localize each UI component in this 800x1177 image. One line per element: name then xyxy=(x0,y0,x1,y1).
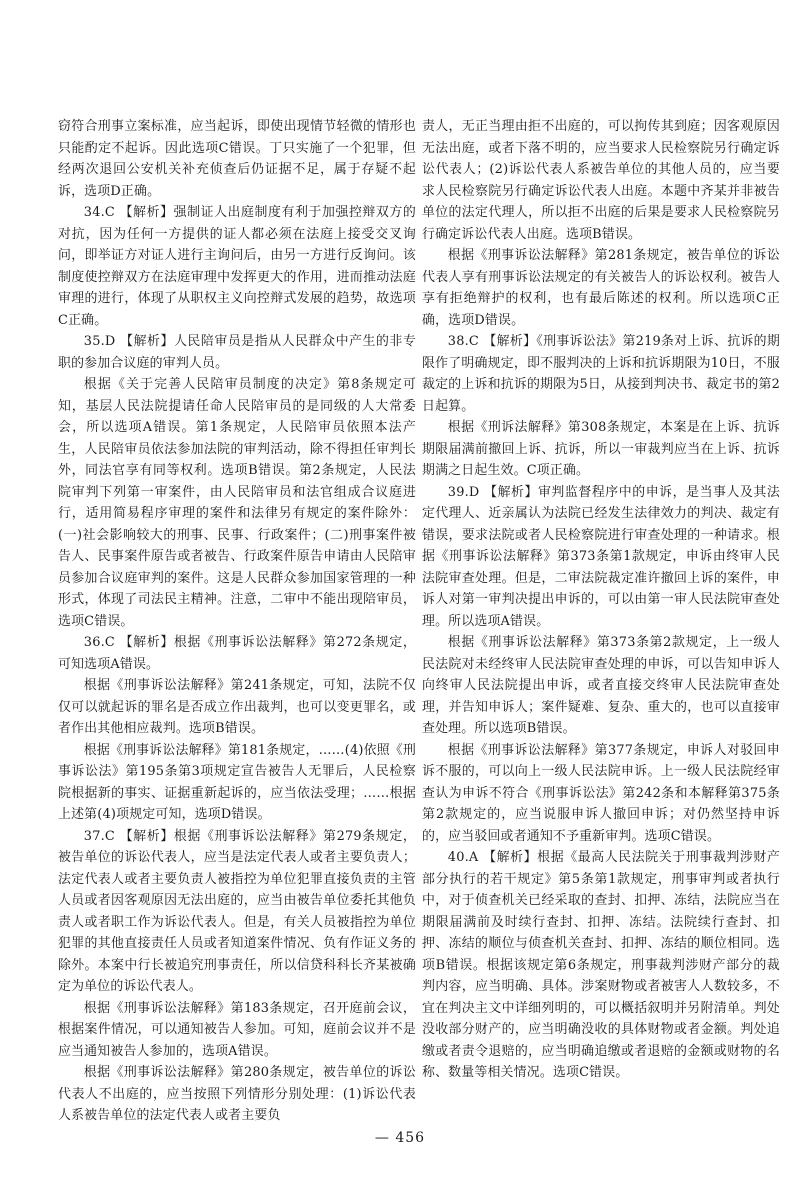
paragraph: 根据《刑诉法解释》第308条规定，本案是在上诉、抗诉期限届满前撤回上诉、抗诉，所以一审裁判应当在上诉、抗诉期满之日起生效。C项正确。 xyxy=(422,420,780,478)
paragraph: 根据《刑事诉讼法解释》第183条规定，召开庭前会议，根据案件情况，可以通知被告人参加。可知，庭前会议并不是应当通知被告人参加的，选项A错误。 xyxy=(58,1000,416,1059)
paragraph: 38.C 【解析】《刑事诉讼法》第219条对上诉、抗诉的期限作了明确规定，即不服判决的上诉和抗诉期限为10日，不服裁定的上诉和抗诉的期限为5日，从接到判决书、裁定书的第2日起算。 xyxy=(422,334,780,414)
paragraph: 根据《刑事诉讼法解释》第280条规定，被告单位的诉讼代表人不出庭的，应当按照下列情形分别处理：(1)诉讼代表人系被告单位的法定代表人或者主要负 xyxy=(58,1065,416,1123)
paragraph: 40.A 【解析】根据《最高人民法院关于刑事裁判涉财产部分执行的若干规定》第5条第1款规定，刑事审判或者执行中，对于侦查机关已经采取的查封、扣押、冻结，法院应当在期限届满前及时续行查封、扣押、冻结。法院续行查封、扣押、冻结的顺位与侦查机关查封、扣押、冻结的顺位相同。选项B错误。根据该规定第6条规定，刑事裁判涉财产部分的裁判内容，应当明确、具体。涉案财物或者被害人人数较多，不宜在判决主文中详细列明的，可以概括叙明并另附清单。判处没收部分财产的，应当明确没收的具体财物或者金额。判处追缴或者责令退赔的，应当明确追缴或者退赔的金额或财物的名称、数量等相关情况。选项C错误。 xyxy=(422,850,780,1080)
paragraph: 根据《刑事诉讼法解释》第377条规定，申诉人对驳回申诉不服的，可以向上一级人民法院申诉。上一级人民法院经审查认为申诉不符合《刑事诉讼法》第242条和本解释第375条第2款规定的，应当说服申诉人撤回申诉；对仍然坚持申诉的，应当驳回或者通知不予重新审判。选项C错误。 xyxy=(422,742,780,844)
paragraph: 根据《刑事诉讼法解释》第373条第2款规定，上一级人民法院对未经终审人民法院审查处理的申诉，可以告知申诉人向终审人民法院提出申诉，或者直接交终审人民法院审查处理，并告知申诉人；案件疑难、复杂、重大的，也可以直接审查处理。所以选项B错误。 xyxy=(422,635,780,736)
paragraph: 窃符合刑事立案标准，应当起诉，即使出现情节轻微的情形也只能酌定不起诉。因此选项C错误。丁只实施了一个犯罪，但经两次退回公安机关补充侦查后仍证据不足，属于存疑不起诉，选项D正确。 xyxy=(58,119,416,199)
paragraph: 根据《刑事诉讼法解释》第281条规定，被告单位的诉讼代表人享有刑事诉讼法规定的有关被告人的诉讼权利。被告人享有拒绝辩护的权利，也有最后陈述的权利。所以选项C正确，选项D错误。 xyxy=(422,248,780,328)
right-column xyxy=(422,116,780,1084)
paragraph: 根据《刑事诉讼法解释》第241条规定，可知，法院不仅仅可以就起诉的罪名是否成立作出裁判，也可以变更罪名，或者作出其他相应裁判。选项B错误。 xyxy=(58,678,416,736)
page-number: — 456 xyxy=(374,1130,426,1146)
paragraph: 39.D 【解析】审判监督程序中的申诉，是当事人及其法定代理人、近亲属认为法院已经发生法律效力的判决、裁定有错误，要求法院或者人民检察院进行审查处理的一种请求。根据《刑事诉讼法解释》第373条第1款规定，申诉由终审人民法院审查处理。但是，二审法院裁定准许撤回上诉的案件，申诉人对第一审判决提出申诉的，可以由第一审人民法院审查处理。所以选项A错误。 xyxy=(422,484,780,629)
paragraph: 34.C 【解析】强制证人出庭制度有利于加强控辩双方的对抗，因为任何一方提供的证人都必须在法庭上接受交叉询问，即举证方对证人进行主询问后，由另一方进行反询问。该制度使控辩双方在法庭审理中发挥更大的作用，进而推动法庭审理的进行，体现了从职权主义向控辩式发展的趋势，故选项C正确。 xyxy=(58,205,416,328)
left-column xyxy=(58,116,416,1127)
paragraph: 35.D 【解析】人民陪审员是指从人民群众中产生的非专职的参加合议庭的审判人员。 xyxy=(58,334,416,371)
paragraph: 36.C 【解析】根据《刑事诉讼法解释》第272条规定，可知选项A错误。 xyxy=(58,635,416,672)
paragraph: 根据《刑事诉讼法解释》第181条规定，……(4)依照《刑事诉讼法》第195条第3项规定宣告被告人无罪后，人民检察院根据新的事实、证据重新起诉的，应当依法受理；……根据上述第(4)项规定可知，选项D错误。 xyxy=(58,742,416,822)
paragraph: 37.C 【解析】根据《刑事诉讼法解释》第279条规定，被告单位的诉讼代表人，应当是法定代表人或者主要负责人；法定代表人或者主要负责人被指控为单位犯罪直接负责的主管人员或者因客观原因无法出庭的，应当由被告单位委托其他负责人或者职工作为诉讼代表人。但是，有关人员被指控为单位犯罪的其他直接责任人员或者知道案件情况、负有作证义务的除外。本案中行长被追究刑事责任，所以信贷科科长齐某被确定为单位的诉讼代表人。 xyxy=(58,828,416,994)
paragraph: 责人，无正当理由拒不出庭的，可以拘传其到庭；因客观原因无法出庭，或者下落不明的，应当要求人民检察院另行确定诉讼代表人；(2)诉讼代表人系被告单位的其他人员的，应当要求人民检察院另行确定诉讼代表人出庭。本题中齐某并非被告单位的法定代理人，所以拒不出庭的后果是要求人民检察院另行确定诉讼代表人出庭。选项B错误。 xyxy=(422,119,780,242)
paragraph: 根据《关于完善人民陪审员制度的决定》第8条规定可知，基层人民法院提请任命人民陪审员的是同级的人大常委会，所以选项A错误。第1条规定，人民陪审员依照本法产生，人民陪审员依法参加法院的审判活动，除不得担任审判长外，同法官享有同等权利。选项B错误。第2条规定，人民法院审判下列第一审案件，由人民陪审员和法官组成合议庭进行，适用简易程序审理的案件和法律另有规定的案件除外：(一)社会影响较大的刑事、民事、行政案件；(二)刑事案件被告人、民事案件原告或者被告、行政案件原告申请由人民陪审员参加合议庭审判的案件。这是人民群众参加国家管理的一种形式，体现了司法民主精神。注意，二审中不能出现陪审员，选项C错误。 xyxy=(58,377,416,629)
